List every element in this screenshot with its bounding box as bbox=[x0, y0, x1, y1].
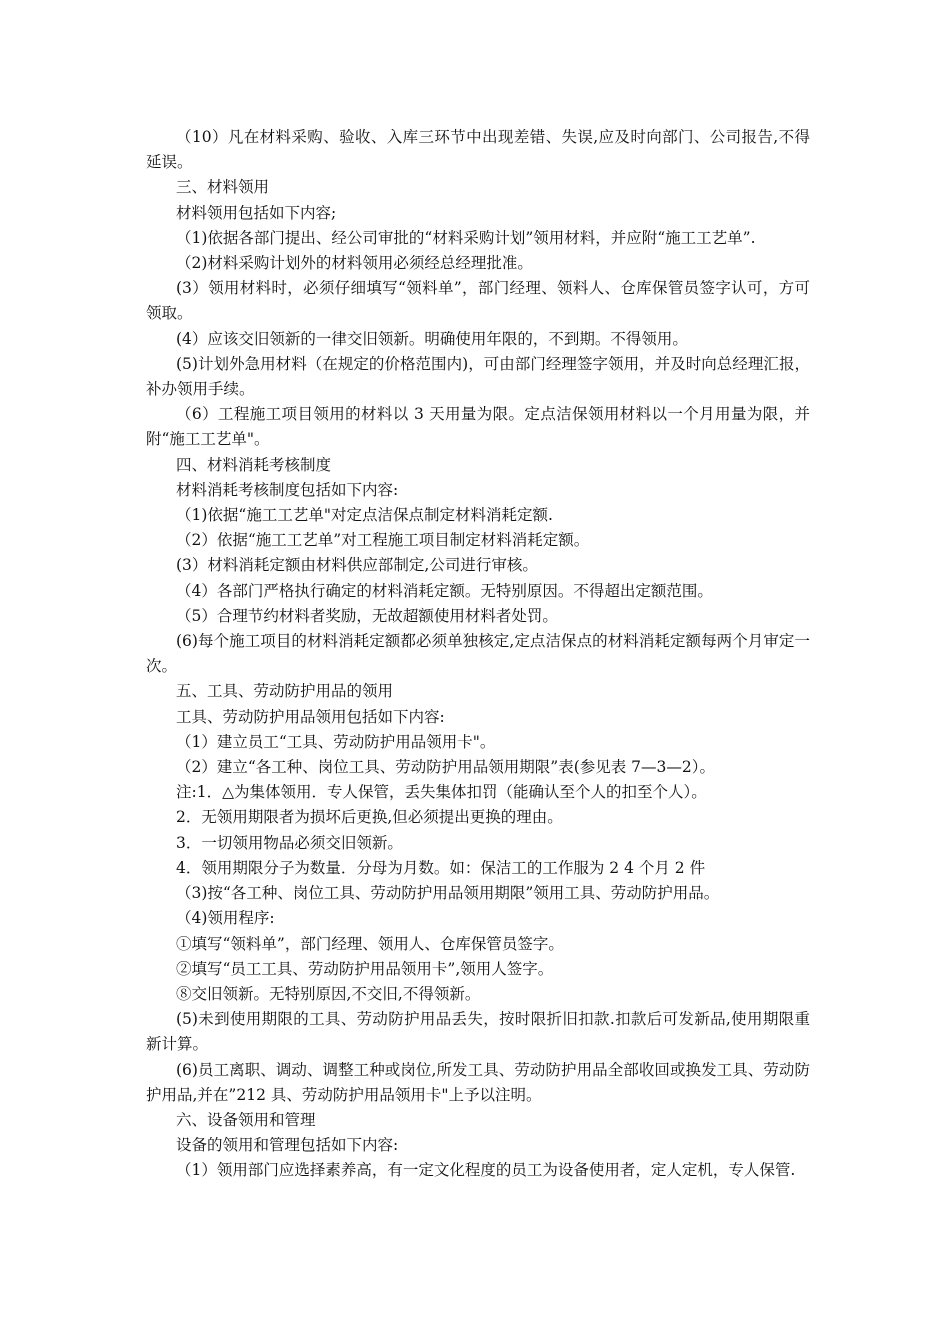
procedure-step: ①填写“领料单”，部门经理、领用人、仓库保管员签字。 bbox=[176, 934, 564, 953]
section-heading: 六、设备领用和管理 bbox=[176, 1110, 316, 1129]
paragraph: 材料消耗考核制度包括如下内容: bbox=[176, 480, 399, 499]
section-heading: 五、工具、劳动防护用品的领用 bbox=[176, 682, 394, 701]
paragraph: （5）合理节约材料者奖励，无故超额使用材料者处罚。 bbox=[176, 606, 558, 625]
note-paragraph: 2．无领用期限者为损坏后更换,但必须提出更换的理由。 bbox=[176, 808, 563, 827]
paragraph: （1)依据各部门提出、经公司审批的“材料采购计划”领用材料，并应附“施工工艺单”. bbox=[176, 228, 756, 247]
paragraph: (6)员工离职、调动、调整工种或岗位,所发工具、劳动防护用品全部收回或换发工具、劳动防护用品,并在”212 具、劳动防护用品领用卡"上予以注明。 bbox=[146, 1060, 810, 1104]
paragraph: （4)领用程序: bbox=[176, 909, 275, 928]
paragraph: (3）材料消耗定额由材料供应部制定,公司进行审核。 bbox=[176, 556, 538, 575]
paragraph: （1)依据“施工工艺单"对定点洁保点制定材料消耗定额. bbox=[176, 506, 553, 525]
paragraph: （1）建立员工“工具、劳动防护用品领用卡"。 bbox=[176, 732, 496, 751]
section-heading: 三、材料领用 bbox=[176, 178, 270, 197]
note-paragraph: 4．领用期限分子为数量．分母为月数。如：保洁工的工作服为 2 4 个月 2 件 bbox=[176, 858, 706, 877]
paragraph: (3）领用材料时，必须仔细填写“领料单”，部门经理、领料人、仓库保管员签字认可，方可领取。 bbox=[146, 279, 810, 323]
note-paragraph: 3．一切领用物品必须交旧领新。 bbox=[176, 833, 403, 852]
paragraph: 材料领用包括如下内容; bbox=[176, 203, 337, 222]
paragraph: （2）建立“各工种、岗位工具、劳动防护用品领用期限”表(参见表 7—3—2）。 bbox=[176, 758, 716, 777]
document-body bbox=[146, 125, 810, 1184]
paragraph: (4）应该交旧领新的一律交旧领新。明确使用年限的，不到期。不得领用。 bbox=[176, 329, 688, 348]
paragraph: （10）凡在材料采购、验收、入库三环节中出现差错、失误,应及时向部门、公司报告,不得延误。 bbox=[146, 128, 810, 172]
paragraph: （4）各部门严格执行确定的材料消耗定额。无特别原因。不得超出定额范围。 bbox=[176, 581, 713, 600]
paragraph: (5)未到使用期限的工具、劳动防护用品丢失，按时限折旧扣款.扣款后可发新品,使用期限重新计算。 bbox=[146, 1010, 810, 1054]
procedure-step: ②填写“员工工具、劳动防护用品领用卡”,领用人签字。 bbox=[176, 959, 554, 978]
paragraph: （1）领用部门应选择素养高，有一定文化程度的员工为设备使用者，定人定机，专人保管. bbox=[176, 1161, 796, 1180]
section-heading: 四、材料消耗考核制度 bbox=[176, 455, 332, 474]
paragraph: （6）工程施工项目领用的材料以 3 天用量为限。定点洁保领用材料以一个月用量为限，并附“施工工艺单"。 bbox=[146, 405, 810, 449]
paragraph: （3)按“各工种、岗位工具、劳动防护用品领用期限”领用工具、劳动防护用品。 bbox=[176, 884, 720, 903]
note-paragraph: 注:1．△为集体领用．专人保管，丢失集体扣罚（能确认至个人的扣至个人）。 bbox=[176, 783, 707, 802]
paragraph: (6)每个施工项目的材料消耗定额都必须单独核定,定点洁保点的材料消耗定额每两个月审定一次。 bbox=[146, 632, 810, 676]
paragraph: （2)材料采购计划外的材料领用必须经总经理批准。 bbox=[176, 254, 533, 273]
paragraph: (5)计划外急用材料（在规定的价格范围内)，可由部门经理签字领用，并及时向总经理汇报，补办领用手续。 bbox=[146, 354, 810, 399]
paragraph: （2）依据“施工工艺单”对工程施工项目制定材料消耗定额。 bbox=[176, 531, 590, 550]
paragraph: 工具、劳动防护用品领用包括如下内容: bbox=[176, 707, 445, 726]
paragraph: 设备的领用和管理包括如下内容: bbox=[176, 1136, 399, 1155]
procedure-step: ⑧交旧领新。无特别原因,不交旧,不得领新。 bbox=[176, 984, 481, 1003]
